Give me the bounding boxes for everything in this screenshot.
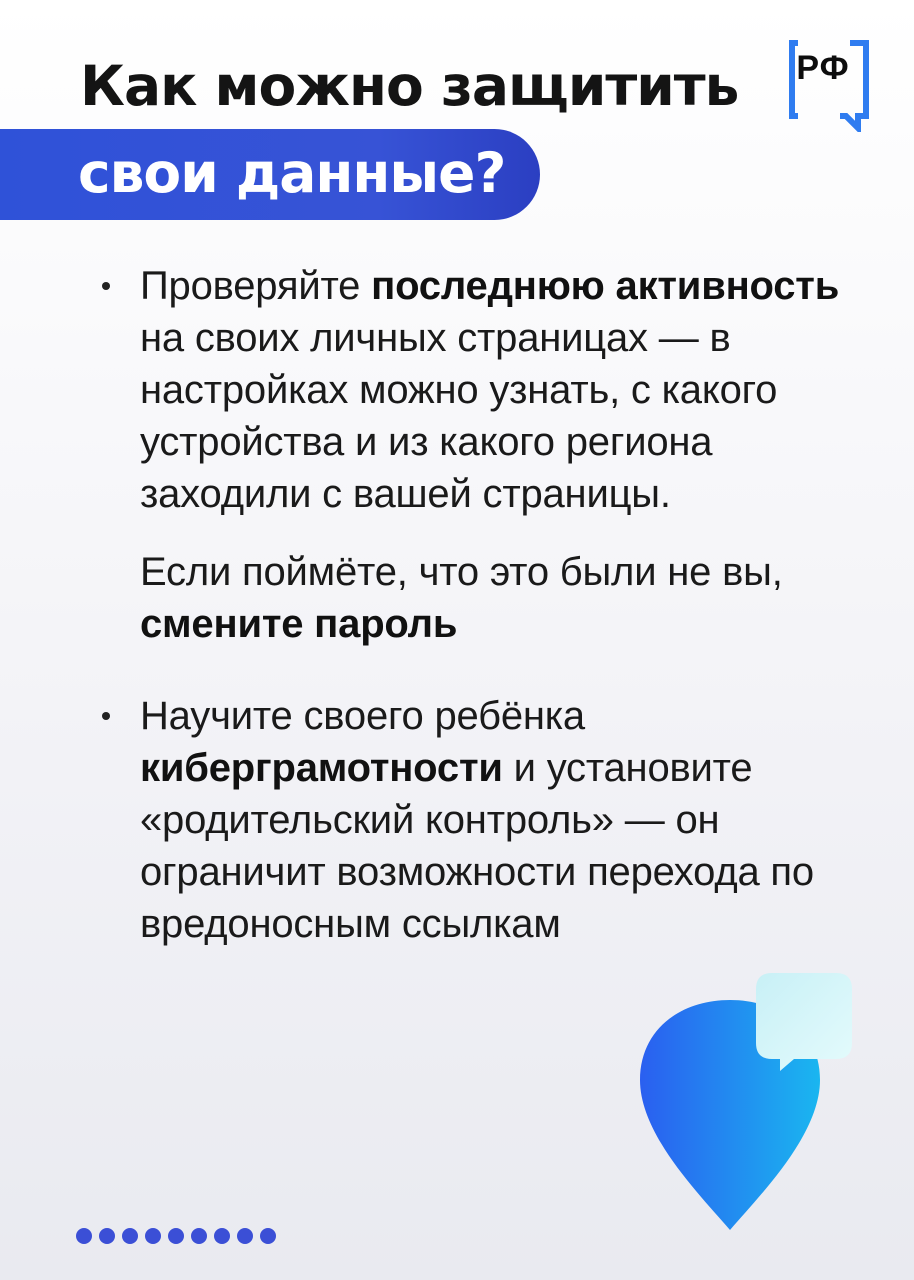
decoration — [630, 965, 860, 1245]
bullet-paragraph-1 — [140, 260, 880, 520]
title-line-2: свои данные? — [78, 141, 506, 205]
location-pin-chat-icon — [630, 965, 860, 1245]
content — [140, 260, 880, 950]
pagination-dot — [99, 1228, 115, 1244]
bold-text: смените пароль — [140, 602, 458, 646]
title-line-1: Как можно защитить — [80, 54, 739, 118]
bullet-dot — [102, 712, 110, 720]
logo-text: РФ — [796, 49, 850, 87]
pagination-dot — [122, 1228, 138, 1244]
paragraph-2 — [140, 546, 880, 650]
rf-logo — [788, 40, 874, 132]
bullet-dot — [102, 282, 110, 290]
text-segment: Научите своего ребёнка — [140, 694, 585, 738]
pagination-dot — [76, 1228, 92, 1244]
pagination-dots — [76, 1228, 276, 1244]
text-segment: на своих личных страницах — в настройках можно узнать, с какого устройства и из какого региона заходили с вашей страницы. — [140, 316, 778, 516]
pagination-dot — [145, 1228, 161, 1244]
text-segment: Проверяйте — [140, 264, 372, 308]
text-segment: и установите «родительский контроль» — он ограничит возможности перехода по вредоносным ссылкам — [140, 746, 814, 946]
pagination-dot — [191, 1228, 207, 1244]
bold-text: последнюю активность — [371, 264, 840, 308]
pagination-dot — [214, 1228, 230, 1244]
bold-text: киберграмотности — [140, 746, 503, 790]
pagination-dot — [168, 1228, 184, 1244]
pagination-dot — [237, 1228, 253, 1244]
chat-bubble-icon — [756, 973, 852, 1071]
text-segment: Если поймёте, что это были не вы, — [140, 550, 783, 594]
bullet-paragraph-2 — [140, 690, 880, 950]
pagination-dot — [260, 1228, 276, 1244]
